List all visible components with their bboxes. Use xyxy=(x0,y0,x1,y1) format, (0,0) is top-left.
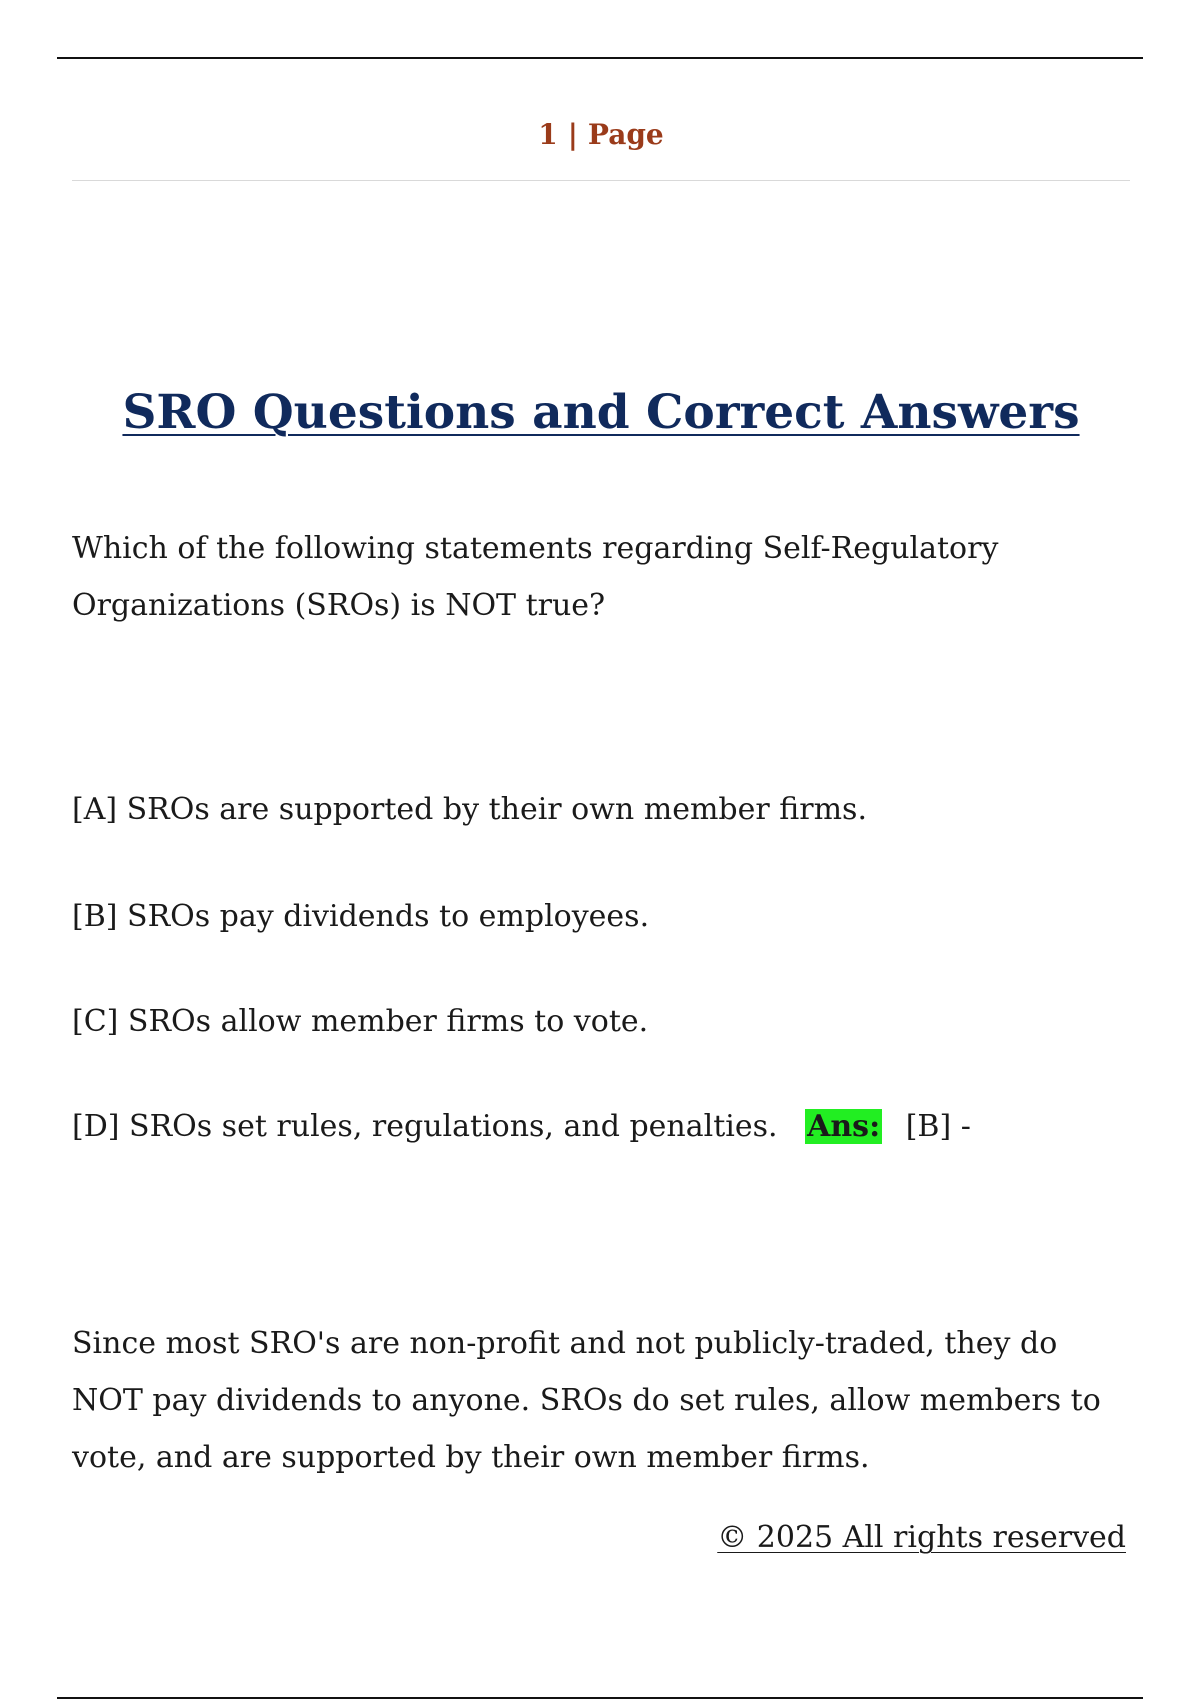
option-b-text: SROs pay dividends to employees. xyxy=(127,899,650,934)
option-b-key: [B] xyxy=(72,899,118,934)
option-c-key: [C] xyxy=(72,1004,119,1039)
option-c-text: SROs allow member firms to vote. xyxy=(127,1004,649,1039)
page-number: 1 xyxy=(538,118,558,151)
top-border-rule xyxy=(57,57,1143,59)
option-a-text: SROs are supported by their own member firms. xyxy=(126,792,867,827)
answer-value: [B] - xyxy=(905,1109,971,1144)
bottom-border-rule xyxy=(57,1697,1143,1699)
option-d-key: [D] xyxy=(72,1109,120,1144)
option-a-key: [A] xyxy=(72,792,118,827)
option-c xyxy=(72,1002,1132,1042)
option-b xyxy=(72,897,1132,937)
copyright-notice: © 2025 All rights reserved xyxy=(717,1520,1126,1555)
page-separator: | xyxy=(567,118,578,151)
answer-explanation: Since most SRO's are non-profit and not publicly-traded, they do NOT pay dividends to anyone. SROs do set rules, allow members to vote, and are supported by their own member firms. xyxy=(72,1326,1101,1475)
question-text: Which of the following statements regarding Self-Regulatory Organizations (SROs) is NOT true? xyxy=(72,531,999,623)
header-divider xyxy=(72,180,1130,181)
answer-label: Ans: xyxy=(807,1109,881,1144)
document-title: SRO Questions and Correct Answers xyxy=(122,385,1080,440)
option-d xyxy=(72,1107,1132,1147)
option-a xyxy=(72,790,1132,830)
page-header xyxy=(72,118,1130,151)
option-d-text: SROs set rules, regulations, and penalties. xyxy=(129,1109,778,1144)
page-label: Page xyxy=(587,118,664,151)
